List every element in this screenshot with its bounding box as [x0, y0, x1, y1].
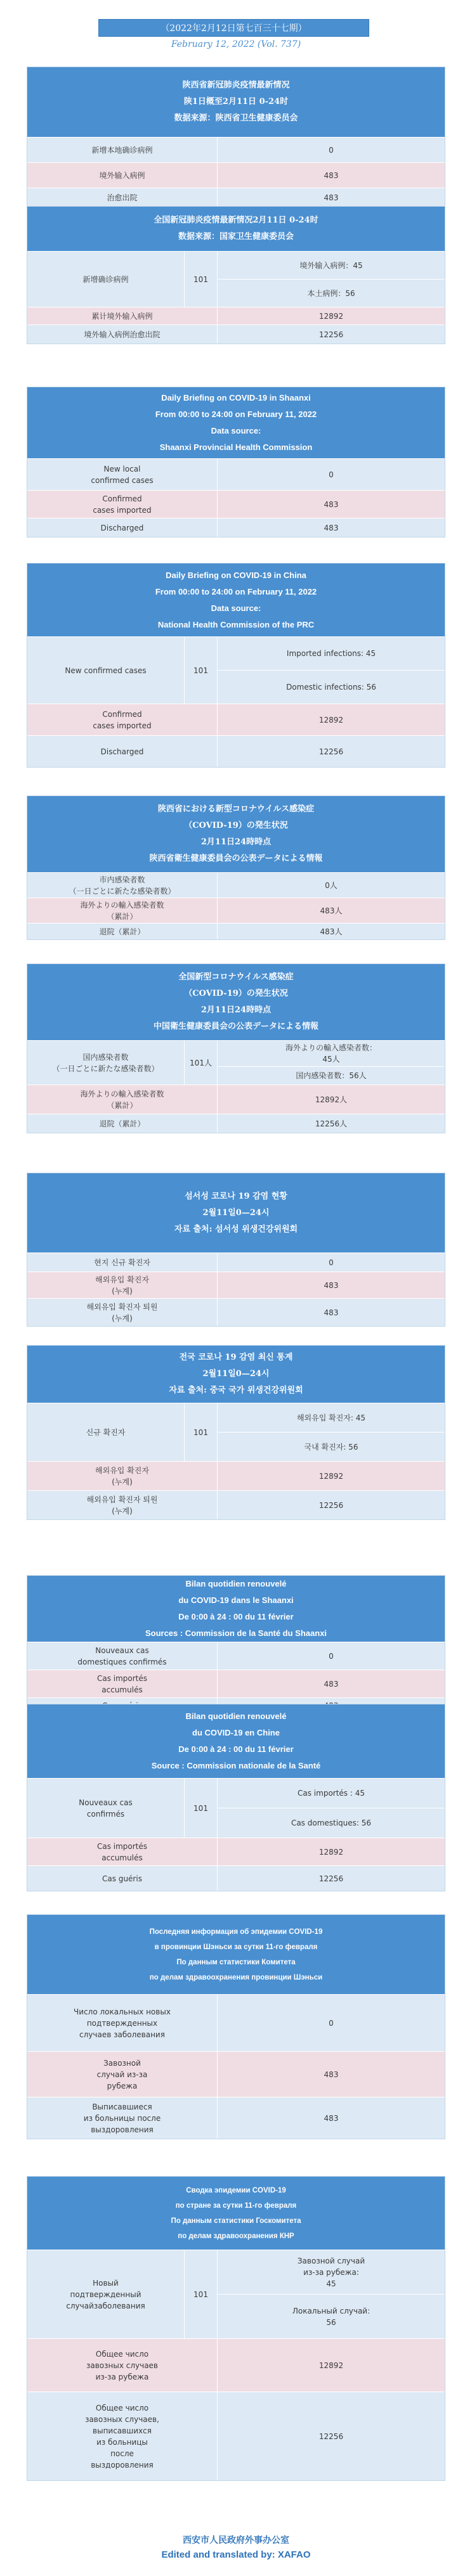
- stat-label: 境外输入病例治愈出院: [27, 325, 218, 344]
- stat-label: 해외유입 확진자 (누계): [27, 1272, 218, 1298]
- stat-row: [27, 1994, 445, 2051]
- stat-row: [27, 1838, 445, 1865]
- stat-value: 483人: [320, 906, 343, 915]
- national-block-cn: [27, 206, 445, 344]
- national-block-title: [27, 1704, 445, 1778]
- stat-label: Общее число завозных случаев из-за рубежа: [27, 2339, 218, 2392]
- issue-subtitle: February 12, 2022 (Vol. 737): [171, 39, 301, 49]
- title-line: Daily Briefing on COVID-19 in Shaanxi: [161, 393, 311, 402]
- title-line: 陕1日概至2月11日 0-24时: [183, 97, 289, 106]
- national-block-fr: [27, 1704, 445, 1891]
- stat-value: 12256: [318, 330, 344, 339]
- title-line: Sources : Commission de la Santé du Shaanxi: [145, 1628, 327, 1638]
- new-cases-label: New confirmed cases: [27, 637, 185, 704]
- imported-cases: 海外よりの輸入感染者数： 45人: [285, 1043, 377, 1064]
- national-block-title: [27, 207, 445, 251]
- province-block-cn: [27, 67, 445, 207]
- national-block-en: [27, 563, 445, 768]
- stat-label: Nouveaux cas domestiques confirmés: [27, 1642, 218, 1670]
- title-line: 陕西省新冠肺炎疫情最新情况: [182, 80, 290, 90]
- domestic-cases: 국내 확진자: 56: [218, 1432, 445, 1461]
- stat-label: Число локальных новых подтвержденных случаев заболевания: [27, 1995, 218, 2051]
- stat-label: Cas importés accumulés: [27, 1670, 218, 1697]
- new-cases-label: 国内感染者数 （一日ごとに新たな感染者数）: [27, 1041, 185, 1085]
- domestic-cases: 国内感染者数：56人: [218, 1066, 445, 1085]
- new-cases-row: [27, 2250, 445, 2338]
- title-line: 数据来源：陕西省卫生健康委员会: [174, 113, 298, 123]
- stat-label: Cas importés accumulés: [27, 1838, 218, 1865]
- title-line: Сводка эпидемии COVID-19: [186, 2186, 286, 2194]
- imported-cases: Завозной случай из-за рубежа: 45: [297, 2256, 365, 2288]
- stat-label: 현지 신규 확진자: [27, 1253, 218, 1272]
- national-block-title: [27, 1346, 445, 1403]
- imported-cases: 해외유입 확진자: 45: [296, 1413, 366, 1422]
- province-block-en: [27, 387, 445, 538]
- stat-row: [27, 1642, 445, 1670]
- stat-row: [27, 1865, 445, 1891]
- national-block-kr: [27, 1345, 445, 1520]
- stat-label: 市内感染者数 （一日ごとに新たな感染者数）: [27, 873, 218, 898]
- stat-label: Confirmed cases imported: [27, 491, 218, 518]
- imported-cases: Cas importés : 45: [298, 1789, 365, 1798]
- title-line: в провинции Шэньси за сутки 11-го февраля: [154, 1943, 318, 1951]
- stat-row: [27, 1298, 445, 1326]
- stat-label: 治愈出院: [27, 188, 218, 207]
- stat-row: [27, 307, 445, 325]
- stat-value: 483: [324, 171, 339, 180]
- province-block-title: [27, 796, 445, 872]
- new-cases-total: 101: [185, 637, 218, 704]
- national-block-title: [27, 964, 445, 1040]
- stat-row: [27, 325, 445, 344]
- title-line: по делам здравоохранения провинции Шэньси: [149, 1973, 323, 1981]
- footer-credit: Edited and translated by: XAFAO: [161, 2549, 311, 2560]
- stat-row: [27, 2097, 445, 2139]
- title-line: From 00:00 to 24:00 on February 11, 2022: [155, 409, 317, 419]
- title-line: De 0:00 à 24 : 00 du 11 février: [178, 1744, 294, 1754]
- title-line: По данным статистики Госкомитета: [171, 2217, 301, 2225]
- new-cases-label: Новый подтвержденный случайзаболевания: [27, 2250, 185, 2338]
- new-cases-breakdown: [218, 1041, 445, 1085]
- province-block-ru: [27, 1914, 445, 2139]
- stat-row: [27, 137, 445, 162]
- stat-row: [27, 458, 445, 490]
- stat-value: 0人: [325, 880, 338, 890]
- new-cases-label: 新增确诊病例: [27, 252, 185, 307]
- new-cases-breakdown: [218, 1779, 445, 1838]
- new-cases-row: [27, 1040, 445, 1085]
- stat-row: [27, 2051, 445, 2097]
- stat-value: 483: [324, 1280, 339, 1290]
- new-cases-row: [27, 1403, 445, 1461]
- stat-label: 退院（累計）: [27, 1114, 218, 1133]
- title-line: du COVID-19 dans le Shaanxi: [178, 1595, 294, 1605]
- stat-row: [27, 735, 445, 767]
- stat-value: 12892: [318, 1847, 344, 1857]
- stat-row: [27, 1272, 445, 1298]
- national-block-ru: [27, 2176, 445, 2481]
- stat-value: 12892: [318, 1471, 344, 1481]
- province-block-title: [27, 387, 445, 458]
- new-cases-total: 101: [185, 1403, 218, 1461]
- stat-value: 483: [324, 2113, 339, 2123]
- province-block-title: [27, 1915, 445, 1994]
- new-cases-breakdown: [218, 1403, 445, 1461]
- title-line: 陕西省衛生健康委員会の公表データによる情報: [149, 854, 323, 863]
- stat-value: 12256人: [315, 1119, 348, 1128]
- stat-row: [27, 1253, 445, 1272]
- province-block-title: [27, 1576, 445, 1642]
- stat-label: 해외유입 확진자 (누계): [27, 1462, 218, 1490]
- stat-label: 海外よりの輸入感染者数 （累計）: [27, 898, 218, 923]
- stat-row: [27, 1490, 445, 1519]
- footer-org: 西安市人民政府外事办公室: [183, 2535, 289, 2546]
- stat-value: 12256: [318, 1874, 344, 1883]
- stat-row: [27, 2392, 445, 2480]
- title-line: Data source:: [211, 603, 261, 613]
- stat-value: 12256: [318, 1500, 344, 1510]
- national-block-title: [27, 2177, 445, 2250]
- stat-value: 12892人: [315, 1095, 348, 1104]
- stat-value: 0: [329, 145, 334, 155]
- stat-label: 해외유입 확진자 퇴원 (누계): [27, 1299, 218, 1326]
- stat-value: 12892: [318, 715, 344, 724]
- province-block-jp: [27, 795, 445, 940]
- title-line: По данным статистики Комитета: [176, 1958, 296, 1966]
- stat-label: Завозной случай из-за рубежа: [27, 2052, 218, 2097]
- title-line: 全国新型コロナウイルス感染症: [178, 972, 294, 982]
- new-cases-breakdown: [218, 252, 445, 307]
- imported-cases: Imported infections: 45: [286, 649, 376, 658]
- stat-row: [27, 1670, 445, 1697]
- stat-row: [27, 1114, 445, 1133]
- title-line: 2월11일0—24시: [202, 1208, 270, 1218]
- domestic-cases: Локальный случай: 56: [218, 2294, 445, 2338]
- stat-row: [27, 898, 445, 923]
- new-cases-row: [27, 636, 445, 704]
- province-block-kr: [27, 1173, 445, 1327]
- stat-label: New local confirmed cases: [27, 459, 218, 490]
- stat-row: [27, 704, 445, 735]
- title-line: по стране за сутки 11-го февраля: [175, 2201, 297, 2210]
- title-line: 섬서성 코로나 19 감염 현황: [185, 1191, 287, 1201]
- new-cases-total: 101: [185, 252, 218, 307]
- title-line: Bilan quotidien renouvelé: [185, 1579, 287, 1588]
- stat-value: 483: [324, 523, 339, 532]
- new-cases-label: 신규 확진자: [27, 1403, 185, 1461]
- title-line: （COVID-19）の発生状況: [184, 821, 288, 830]
- domestic-cases: Cas domestiques: 56: [218, 1808, 445, 1838]
- stat-label: Discharged: [27, 736, 218, 767]
- title-line: 全国新冠肺炎疫情最新情况2月11日 0-24时: [154, 216, 318, 225]
- stat-value: 483: [324, 2070, 339, 2079]
- title-line: （COVID-19）の発生状况: [184, 989, 288, 998]
- title-line: по делам здравоохранения КНР: [178, 2232, 294, 2240]
- stat-label: Discharged: [27, 518, 218, 537]
- domestic-cases: 本土病例：56: [218, 279, 445, 307]
- title-line: 2月11日24時時点: [200, 837, 272, 847]
- stat-label: 境外输入病例: [27, 163, 218, 188]
- national-block-title: [27, 564, 445, 636]
- stat-value: 483: [324, 193, 339, 202]
- province-block-fr: [27, 1575, 445, 1713]
- title-line: 数据来源：国家卫生健康委员会: [178, 232, 294, 242]
- stat-value: 0: [329, 470, 334, 479]
- title-line: 中国衛生健康委員会の公表データによる情報: [153, 1022, 318, 1031]
- stat-row: [27, 518, 445, 537]
- stat-label: 退院（累計）: [27, 924, 218, 939]
- title-line: 자료 출처: 중국 국가 위생건강위원회: [169, 1386, 303, 1395]
- title-line: 陕西省における新型コロナウイルス感染症: [157, 804, 315, 814]
- stat-value: 12892: [318, 311, 344, 321]
- stat-label: 累计境外输入病例: [27, 307, 218, 325]
- stat-label: Общее число завозных случаев, выписавшихся из больницы после выздоровления: [27, 2392, 218, 2480]
- stat-value: 483人: [320, 927, 343, 936]
- new-cases-total: 101: [185, 2250, 218, 2338]
- new-cases-row: [27, 1778, 445, 1838]
- title-line: Daily Briefing on COVID-19 in China: [166, 570, 306, 580]
- stat-value: 483: [324, 1679, 339, 1689]
- stat-row: [27, 872, 445, 898]
- new-cases-row: [27, 251, 445, 307]
- province-block-title: [27, 1173, 445, 1253]
- stat-row: [27, 1461, 445, 1490]
- title-line: du COVID-19 en Chine: [192, 1728, 280, 1737]
- stat-row: [27, 2338, 445, 2392]
- new-cases-total: 101: [185, 1779, 218, 1838]
- stat-value: 483: [324, 499, 339, 509]
- title-line: De 0:00 à 24 : 00 du 11 février: [178, 1612, 294, 1621]
- stat-row: [27, 162, 445, 188]
- stat-value: 12256: [318, 2431, 344, 2441]
- domestic-cases: Domestic infections: 56: [218, 670, 445, 704]
- issue-title: （2022年2月12日第七百三十七期）: [98, 19, 369, 37]
- title-line: 2월11일0—24시: [202, 1369, 270, 1379]
- title-line: From 00:00 to 24:00 on February 11, 2022: [155, 586, 317, 596]
- stat-row: [27, 188, 445, 207]
- stat-label: Confirmed cases imported: [27, 704, 218, 735]
- title-line: 2月11日24時時点: [200, 1005, 272, 1015]
- stat-row: [27, 490, 445, 518]
- stat-row: [27, 923, 445, 939]
- stat-value: 0: [329, 1651, 334, 1661]
- title-line: Source : Commission nationale de la Santé: [151, 1761, 321, 1770]
- stat-label: 海外よりの輸入感染者数 （累計）: [27, 1085, 218, 1114]
- stat-row: [27, 1085, 445, 1114]
- stat-label: 해외유입 확진자 퇴원 (누계): [27, 1491, 218, 1519]
- title-line: Data source:: [211, 426, 261, 435]
- title-line: National Health Commission of the PRC: [157, 619, 315, 629]
- new-cases-breakdown: [218, 2250, 445, 2338]
- title-line: Shaanxi Provincial Health Commission: [159, 442, 313, 452]
- stat-value: 0: [329, 1258, 334, 1267]
- imported-cases: 境外输入病例：45: [299, 261, 363, 270]
- title-line: Bilan quotidien renouvelé: [185, 1711, 287, 1721]
- stat-value: 0: [329, 2018, 334, 2028]
- title-line: 자료 출처: 섬서성 위생건강위원회: [174, 1224, 298, 1234]
- stat-label: Выписавшиеся из больницы после выздоровления: [27, 2097, 218, 2139]
- new-cases-breakdown: [218, 637, 445, 704]
- stat-label: Cas guéris: [27, 1866, 218, 1891]
- footer: [0, 2533, 472, 2562]
- new-cases-label: Nouveaux cas confirmés: [27, 1779, 185, 1838]
- province-block-title: [27, 67, 445, 137]
- national-block-jp: [27, 963, 445, 1133]
- new-cases-total: 101人: [185, 1041, 218, 1085]
- stat-label: 新增本地确诊病例: [27, 138, 218, 162]
- stat-value: 483: [324, 1308, 339, 1317]
- stat-value: 12892: [318, 2360, 344, 2370]
- title-line: Последняя информация об эпидемии COVID-19: [149, 1928, 323, 1936]
- stat-value: 12256: [318, 747, 344, 756]
- title-line: 전국 코로나 19 감염 최신 통계: [179, 1353, 293, 1362]
